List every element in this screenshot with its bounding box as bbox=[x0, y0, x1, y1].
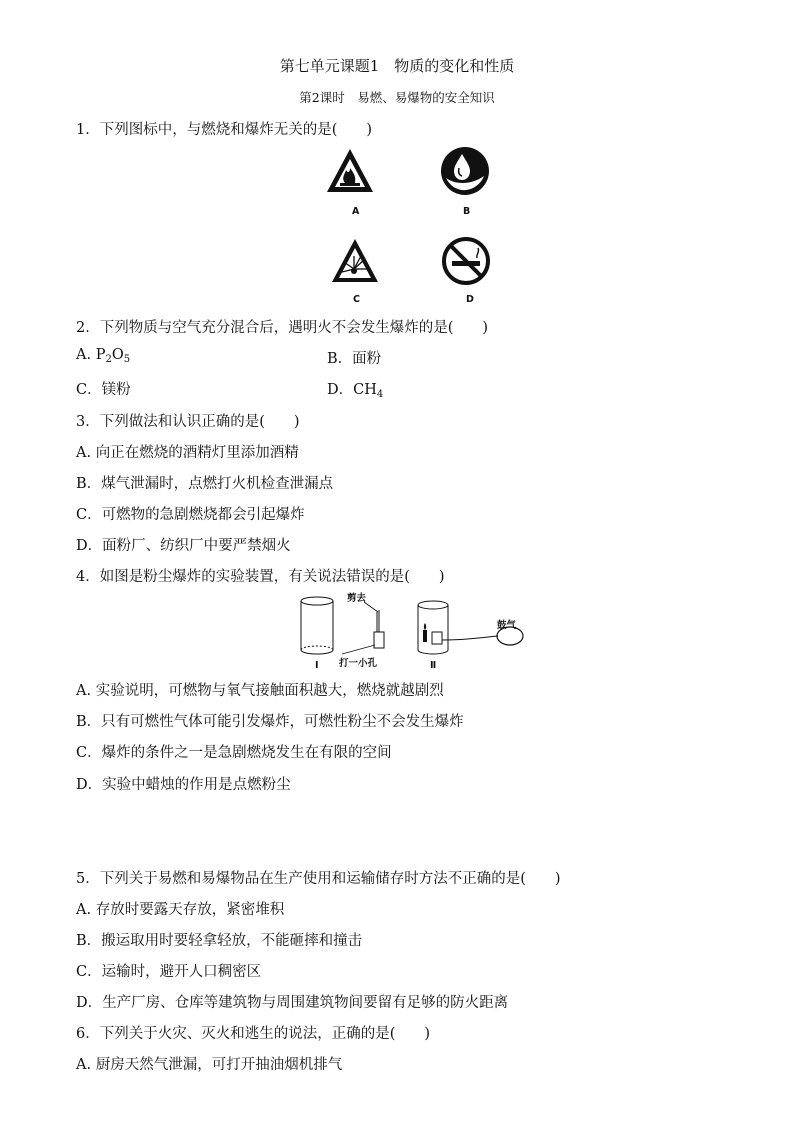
label-apparatus-2: Ⅱ bbox=[430, 660, 437, 671]
water-saving-sign-icon bbox=[440, 146, 490, 196]
q6-option-a: A. 厨房天然气泄漏，可打开抽油烟机排气 bbox=[76, 1057, 343, 1073]
q2-option-c: C．镁粉 bbox=[76, 382, 131, 398]
q1-label-c: C bbox=[353, 294, 360, 305]
q4-option-b: B．只有可燃性气体可能引发爆炸，可燃性粉尘不会发生爆炸 bbox=[76, 714, 464, 730]
q3-option-d: D．面粉厂、纺织厂中要严禁烟火 bbox=[76, 538, 291, 554]
no-smoking-sign-icon bbox=[441, 236, 491, 286]
q2-option-b: B．面粉 bbox=[327, 351, 382, 367]
q2-option-a: A. $P_2O_5$ bbox=[76, 347, 131, 365]
page-subtitle: 第2课时 易燃、易爆物的安全知识 bbox=[299, 90, 495, 105]
question-1-stem: 1．下列图标中，与燃烧和爆炸无关的是( ) bbox=[76, 122, 373, 138]
label-bulb: 鼓气 bbox=[497, 620, 517, 631]
q4-option-c: C．爆炸的条件之一是急剧燃烧发生在有限的空间 bbox=[76, 745, 392, 761]
q1-label-b: B bbox=[463, 206, 471, 217]
question-3-stem: 3．下列做法和认识正确的是( ) bbox=[76, 414, 300, 430]
q4-option-d: D．实验中蜡烛的作用是点燃粉尘 bbox=[76, 777, 291, 793]
label-apparatus-1: Ⅰ bbox=[315, 660, 319, 671]
q5-option-c: C．运输时，避开人口稠密区 bbox=[76, 964, 262, 980]
q1-label-d: D bbox=[466, 294, 474, 305]
dust-explosion-apparatus-diagram bbox=[296, 590, 531, 675]
label-cut: 剪去 bbox=[347, 593, 367, 604]
q3-option-a: A. 向正在燃烧的酒精灯里添加酒精 bbox=[76, 445, 299, 461]
q4-option-a: A. 实验说明，可燃物与氧气接触面积越大，燃烧就越剧烈 bbox=[76, 683, 444, 699]
question-2-stem: 2．下列物质与空气充分混合后，遇明火不会发生爆炸的是( ) bbox=[76, 320, 489, 336]
q5-option-a: A. 存放时要露天存放，紧密堆积 bbox=[76, 902, 285, 918]
q2-option-d: D．$CH_4$ bbox=[327, 382, 384, 400]
q3-option-b: B．煤气泄漏时，点燃打火机检查泄漏点 bbox=[76, 476, 334, 492]
label-hole: 打一小孔 bbox=[339, 658, 378, 669]
q1-label-a: A bbox=[352, 206, 360, 217]
question-5-stem: 5．下列关于易燃和易爆物品在生产使用和运输储存时方法不正确的是( ) bbox=[76, 871, 561, 887]
q5-option-b: B．搬运取用时要轻拿轻放，不能砸摔和撞击 bbox=[76, 933, 363, 949]
q5-option-d: D．生产厂房、仓库等建筑物与周围建筑物间要留有足够的防火距离 bbox=[76, 995, 509, 1011]
page-title: 第七单元课题1 物质的变化和性质 bbox=[279, 57, 515, 75]
question-6-stem: 6．下列关于火灾、灭火和逃生的说法，正确的是( ) bbox=[76, 1026, 431, 1042]
explosive-sign-icon bbox=[330, 236, 380, 286]
q3-option-c: C．可燃物的急剧燃烧都会引起爆炸 bbox=[76, 507, 305, 523]
flammable-sign-icon bbox=[325, 146, 375, 196]
question-4-stem: 4．如图是粉尘爆炸的实验装置，有关说法错误的是( ) bbox=[76, 569, 445, 585]
